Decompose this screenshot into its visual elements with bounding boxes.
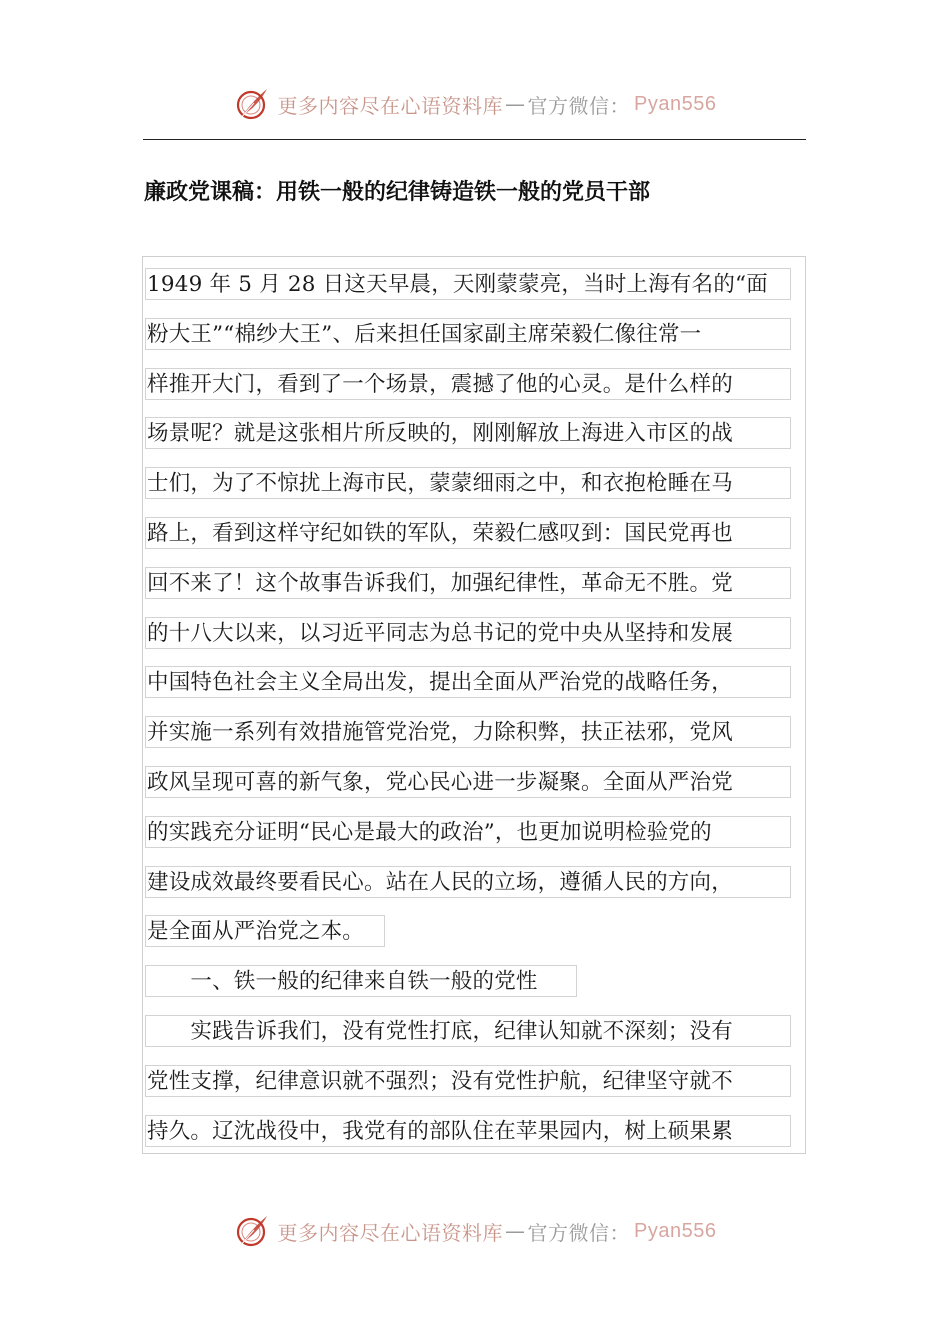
body-text-line: 一、铁一般的纪律来自铁一般的党性 (145, 965, 577, 997)
header-banner-dash: — (505, 92, 526, 116)
body-text-line: 路上，看到这样守纪如铁的军队，荣毅仁感叹到：国民党再也 (145, 517, 791, 549)
body-text-line: 党性支撑，纪律意识就不强烈；没有党性护航，纪律坚守就不 (145, 1065, 791, 1097)
footer-watermark-banner (0, 1211, 950, 1251)
body-text-line: 回不来了！这个故事告诉我们，加强纪律性，革命无不胜。党 (145, 567, 791, 599)
body-text-line: 1949 年 5 月 28 日这天早晨，天刚蒙蒙亮，当时上海有名的“面 (145, 268, 791, 300)
document-title: 廉政党课稿：用铁一般的纪律铸造铁一般的党员干部 (144, 180, 651, 205)
body-text-line: 的十八大以来，以习近平同志为总书记的党中央从坚持和发展 (145, 617, 791, 649)
body-text-line: 场景呢？就是这张相片所反映的，刚刚解放上海进入市区的战 (145, 417, 791, 449)
body-text-line: 中国特色社会主义全局出发，提出全面从严治党的战略任务， (145, 666, 791, 698)
body-text-line: 士们，为了不惊扰上海市民，蒙蒙细雨之中，和衣抱枪睡在马 (145, 467, 791, 499)
body-text-line: 的实践充分证明“民心是最大的政治”，也更加说明检验党的 (145, 816, 791, 848)
header-wechat-id: Pyan556 (634, 92, 717, 115)
body-text-line: 是全面从严治党之本。 (145, 915, 385, 947)
footer-wechat-id: Pyan556 (634, 1219, 717, 1242)
footer-banner-label: 官方微信： (527, 1220, 631, 1245)
body-text-line: 政风呈现可喜的新气象，党心民心进一步凝聚。全面从严治党 (145, 766, 791, 798)
quill-logo-icon (234, 86, 270, 122)
header-banner-text (278, 90, 717, 119)
body-text-line: 实践告诉我们，没有党性打底，纪律认知就不深刻；没有 (145, 1015, 791, 1047)
header-banner-main: 更多内容尽在心语资料库 (277, 93, 504, 118)
body-text-line: 并实施一系列有效措施管党治党，力除积弊，扶正祛邪，党风 (145, 716, 791, 748)
header-divider (143, 139, 806, 140)
body-text-line: 建设成效最终要看民心。站在人民的立场，遵循人民的方向， (145, 866, 791, 898)
footer-banner-text (278, 1217, 717, 1246)
quill-logo-icon (234, 1213, 270, 1249)
header-watermark-banner (0, 84, 950, 124)
body-text-line: 粉大王”“棉纱大王”、后来担任国家副主席荣毅仁像往常一 (145, 318, 791, 350)
footer-banner-dash: — (505, 1219, 526, 1243)
body-text-line: 样推开大门，看到了一个场景，震撼了他的心灵。是什么样的 (145, 368, 791, 400)
footer-banner-main: 更多内容尽在心语资料库 (277, 1220, 504, 1245)
body-text-line: 持久。辽沈战役中，我党有的部队住在苹果园内，树上硕果累 (145, 1115, 791, 1147)
header-banner-label: 官方微信： (527, 93, 631, 118)
